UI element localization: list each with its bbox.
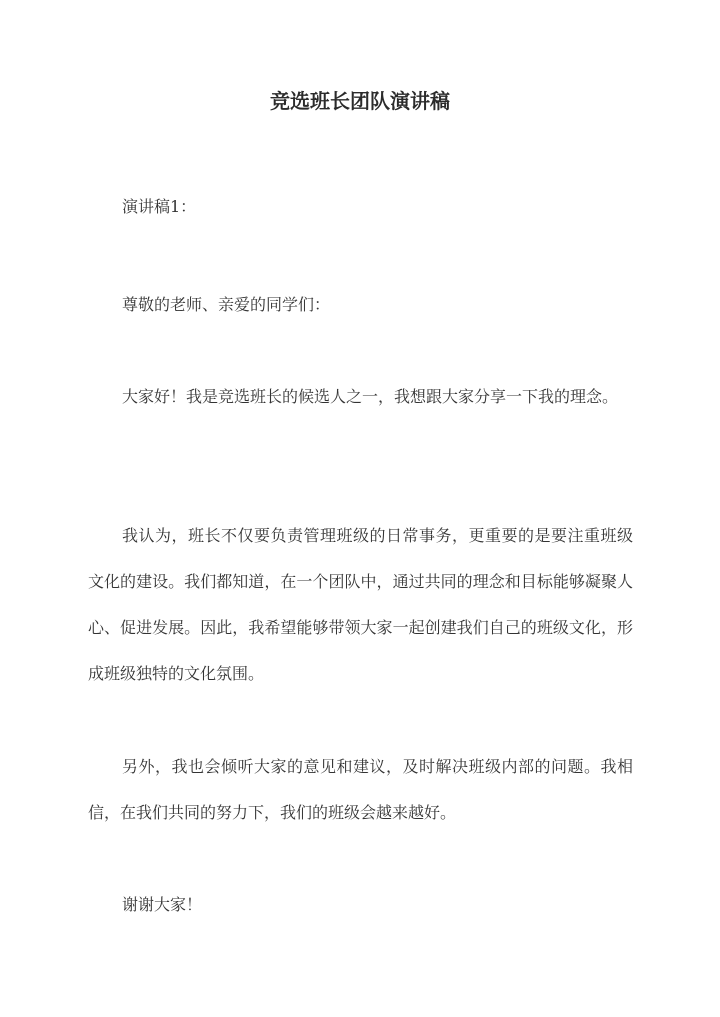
body-paragraph-culture: 我认为，班长不仅要负责管理班级的日常事务，更重要的是要注重班级文化的建设。我们都知道，在一个团队中，通过共同的理念和目标能够凝聚人心、促进发展。因此，我希望能够带领大家一起创建我们自己的班级文化，形成班级独特的文化氛围。 (88, 526, 633, 683)
body-paragraph-listening: 另外，我也会倾听大家的意见和建议，及时解决班级内部的问题。我相信，在我们共同的努力下，我们的班级会越来越好。 (88, 757, 633, 822)
intro-paragraph: 大家好！我是竞选班长的候选人之一，我想跟大家分享一下我的理念。 (122, 387, 619, 406)
speech-heading: 演讲稿1： (122, 197, 197, 216)
greeting-paragraph: 尊敬的老师、亲爱的同学们： (122, 295, 331, 314)
document-title: 竞选班长团队演讲稿 (270, 89, 450, 113)
closing-thanks: 谢谢大家！ (122, 895, 203, 914)
